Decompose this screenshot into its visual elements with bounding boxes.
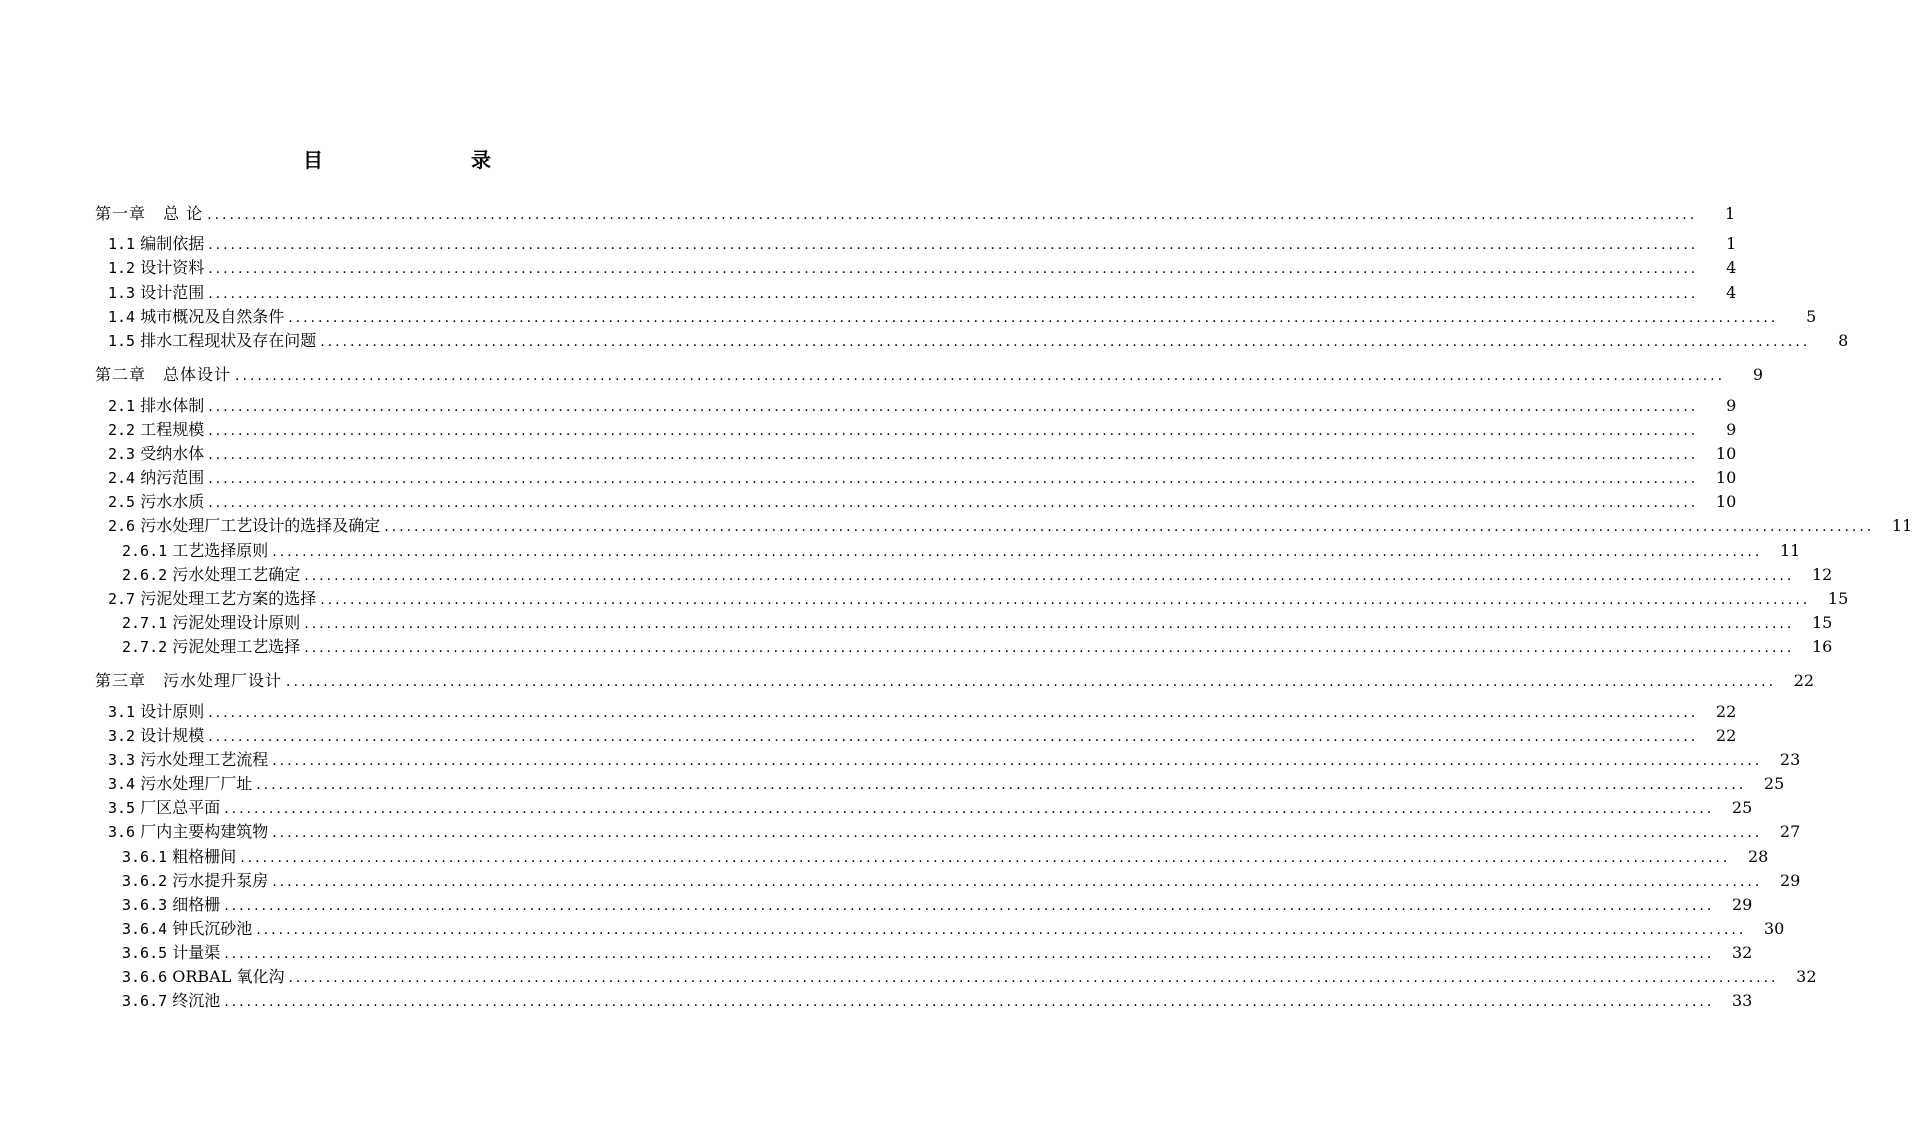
toc-entry-text: 工程规模 xyxy=(140,420,205,439)
toc-entry-page-number: 8 xyxy=(1838,331,1849,350)
toc-entry-label xyxy=(108,774,256,794)
toc-entry-text: 污泥处理工艺方案的选择 xyxy=(140,589,317,608)
toc-section-entry[interactable] xyxy=(0,539,1801,561)
dot-leader: ........................................................................................................................................................................................................ xyxy=(286,674,1777,690)
toc-section-entry[interactable] xyxy=(0,989,1753,1011)
toc-entry-page-number: 15 xyxy=(1811,613,1833,632)
toc-entry-number: 2.6.2 xyxy=(122,566,168,584)
toc-entry-page-number: 9 xyxy=(1726,396,1737,415)
toc-entry-text: 钟氏沉砂池 xyxy=(172,919,253,938)
toc-section-entry[interactable] xyxy=(0,941,1753,963)
toc-entry-text: 污水提升泵房 xyxy=(172,871,269,890)
toc-entry-text: 污泥处理工艺选择 xyxy=(172,637,301,656)
toc-entry-page-number: 9 xyxy=(1726,420,1737,439)
toc-section-entry[interactable] xyxy=(0,748,1801,770)
toc-entry-page-number: 1 xyxy=(1724,204,1736,223)
toc-section-entry[interactable] xyxy=(0,514,1912,536)
toc-entry-text: 纳污范围 xyxy=(140,468,205,487)
toc-entry-label xyxy=(122,637,304,657)
toc-entry-number: 2.2 xyxy=(108,421,136,439)
toc-entry-number: 3.3 xyxy=(108,751,136,769)
toc-entry-number: 3.2 xyxy=(108,727,136,745)
toc-entry-label xyxy=(108,444,208,464)
toc-entry-number: 第二章 xyxy=(95,365,147,384)
toc-section-entry[interactable] xyxy=(0,256,1737,278)
toc-entry-number: 第一章 xyxy=(95,204,147,223)
toc-entry-label xyxy=(122,919,256,939)
toc-entry-page-number: 4 xyxy=(1726,283,1737,302)
toc-section-entry[interactable] xyxy=(0,442,1737,464)
dot-leader: ........................................................................................................................................................................................................ xyxy=(224,994,1715,1010)
toc-entry-number: 3.6.5 xyxy=(122,944,168,962)
dot-leader: ........................................................................................................................................................................................................ xyxy=(304,568,1795,584)
dot-leader: ........................................................................................................................................................................................................ xyxy=(288,310,1779,326)
dot-leader: ........................................................................................................................................................................................................ xyxy=(208,261,1699,277)
dot-leader: ........................................................................................................................................................................................................ xyxy=(208,729,1699,745)
toc-entry-label xyxy=(122,541,272,561)
toc-entry-number: 第三章 xyxy=(95,671,147,690)
dot-leader: ........................................................................................................................................................................................................ xyxy=(240,850,1731,866)
toc-entry-label xyxy=(108,492,208,512)
toc-entry-page-number: 5 xyxy=(1806,307,1817,326)
toc-entry-page-number: 10 xyxy=(1715,468,1737,487)
toc-entry-page-number: 10 xyxy=(1715,492,1737,511)
toc-entry-label xyxy=(108,331,320,351)
toc-entry-label xyxy=(108,283,208,303)
toc-entry-number: 3.6 xyxy=(108,823,136,841)
toc-section-entry[interactable] xyxy=(0,965,1817,987)
toc-entry-number: 3.6.2 xyxy=(122,872,168,890)
toc-entry-number: 3.6.7 xyxy=(122,992,168,1010)
dot-leader: ........................................................................................................................................................................................................ xyxy=(208,399,1699,415)
toc-entry-label xyxy=(108,822,272,842)
toc-entry-number: 2.7.2 xyxy=(122,638,168,656)
dot-leader: ........................................................................................................................................................................................................ xyxy=(207,207,1698,223)
dot-leader: ........................................................................................................................................................................................................ xyxy=(224,946,1715,962)
toc-entry-label xyxy=(122,565,304,585)
toc-entry-label xyxy=(95,204,207,224)
dot-leader: ........................................................................................................................................................................................................ xyxy=(208,705,1699,721)
toc-entry-label xyxy=(122,943,224,963)
dot-leader: ........................................................................................................................................................................................................ xyxy=(288,970,1779,986)
toc-entry-text: 城市概况及自然条件 xyxy=(140,307,285,326)
dot-leader: ........................................................................................................................................................................................................ xyxy=(384,519,1875,535)
dot-leader: ........................................................................................................................................................................................................ xyxy=(304,640,1795,656)
toc-entry-number: 1.2 xyxy=(108,259,136,277)
toc-entry-text: 厂内主要构建筑物 xyxy=(140,822,269,841)
toc-entry-text: 终沉池 xyxy=(172,991,221,1010)
toc-entry-label xyxy=(122,967,288,987)
toc-entry-page-number: 29 xyxy=(1779,871,1801,890)
toc-entry-page-number: 10 xyxy=(1715,444,1737,463)
toc-entry-label xyxy=(108,307,288,327)
toc-entry-label xyxy=(108,798,224,818)
toc-entry-text: 污水处理工艺流程 xyxy=(140,750,269,769)
toc-section-entry[interactable] xyxy=(0,893,1753,915)
toc-entry-label xyxy=(108,702,208,722)
dot-leader: ........................................................................................................................................................................................................ xyxy=(272,544,1763,560)
dot-leader: ........................................................................................................................................................................................................ xyxy=(272,753,1763,769)
toc-entry-page-number: 9 xyxy=(1752,365,1764,384)
toc-section-entry[interactable] xyxy=(0,305,1817,327)
toc-section-entry[interactable] xyxy=(0,281,1737,303)
page-title: 目 录 xyxy=(303,148,527,172)
dot-leader: ........................................................................................................................................................................................................ xyxy=(256,922,1747,938)
toc-section-entry[interactable] xyxy=(0,611,1833,633)
toc-entry-text: 污水水质 xyxy=(140,492,205,511)
toc-entry-text: 污水处理厂设计 xyxy=(163,671,283,690)
dot-leader: ........................................................................................................................................................................................................ xyxy=(304,616,1795,632)
toc-entry-page-number: 30 xyxy=(1763,919,1785,938)
toc-entry-number: 1.5 xyxy=(108,332,136,350)
toc-entry-page-number: 11 xyxy=(1779,541,1801,560)
toc-section-entry[interactable] xyxy=(0,845,1769,867)
toc-entry-text: ORBAL 氧化沟 xyxy=(172,967,285,986)
toc-entry-text: 排水工程现状及存在问题 xyxy=(140,331,317,350)
toc-entry-number: 3.6.4 xyxy=(122,920,168,938)
toc-entry-number: 1.3 xyxy=(108,284,136,302)
toc-entry-text: 设计原则 xyxy=(140,702,205,721)
toc-entry-number: 3.1 xyxy=(108,703,136,721)
toc-entry-page-number: 4 xyxy=(1726,258,1737,277)
toc-section-entry[interactable] xyxy=(0,635,1833,657)
dot-leader: ........................................................................................................................................................................................................ xyxy=(208,447,1699,463)
toc-section-entry[interactable] xyxy=(0,700,1737,722)
toc-section-entry[interactable] xyxy=(0,466,1737,488)
toc-entry-label xyxy=(108,726,208,746)
dot-leader: ........................................................................................................................................................................................................ xyxy=(320,592,1811,608)
toc-entry-text: 计量渠 xyxy=(172,943,221,962)
toc-entry-text: 排水体制 xyxy=(140,396,205,415)
toc-section-entry[interactable] xyxy=(0,587,1849,609)
toc-entry-text: 污水处理厂工艺设计的选择及确定 xyxy=(140,516,381,535)
toc-entry-text: 污水处理厂厂址 xyxy=(140,774,253,793)
toc-entry-text: 设计规模 xyxy=(140,726,205,745)
dot-leader: ........................................................................................................................................................................................................ xyxy=(224,801,1715,817)
toc-entry-label xyxy=(122,991,224,1011)
toc-entry-text: 设计资料 xyxy=(140,258,205,277)
toc-entry-number: 2.7.1 xyxy=(122,614,168,632)
toc-chapter-entry[interactable] xyxy=(0,202,1736,224)
toc-section-entry[interactable] xyxy=(0,869,1801,891)
toc-entry-number: 2.6 xyxy=(108,517,136,535)
toc-entry-number: 3.6.3 xyxy=(122,896,168,914)
dot-leader: ........................................................................................................................................................................................................ xyxy=(320,334,1811,350)
dot-leader: ........................................................................................................................................................................................................ xyxy=(208,495,1699,511)
toc-section-entry[interactable] xyxy=(0,917,1785,939)
toc-entry-label xyxy=(95,671,286,691)
toc-entry-text: 污水处理工艺确定 xyxy=(172,565,301,584)
toc-entry-page-number: 22 xyxy=(1715,702,1737,721)
toc-entry-page-number: 22 xyxy=(1715,726,1737,745)
toc-entry-number: 2.6.1 xyxy=(122,542,168,560)
toc-entry-text: 细格栅 xyxy=(172,895,221,914)
toc-section-entry[interactable] xyxy=(0,820,1801,842)
toc-entry-text: 编制依据 xyxy=(140,234,205,253)
toc-entry-page-number: 1 xyxy=(1726,234,1737,253)
toc-entry-page-number: 25 xyxy=(1763,774,1785,793)
dot-leader: ........................................................................................................................................................................................................ xyxy=(272,825,1763,841)
toc-entry-label xyxy=(108,420,208,440)
toc-entry-page-number: 23 xyxy=(1779,750,1801,769)
toc-chapter-entry[interactable] xyxy=(0,669,1815,691)
toc-entry-page-number: 27 xyxy=(1779,822,1801,841)
toc-entry-page-number: 28 xyxy=(1747,847,1769,866)
toc-entry-text: 总体设计 xyxy=(163,365,232,384)
dot-leader: ........................................................................................................................................................................................................ xyxy=(256,777,1747,793)
toc-entry-number: 2.7 xyxy=(108,590,136,608)
toc-entry-text: 厂区总平面 xyxy=(140,798,221,817)
toc-section-entry[interactable] xyxy=(0,772,1785,794)
toc-entry-page-number: 11 xyxy=(1891,516,1912,535)
dot-leader: ........................................................................................................................................................................................................ xyxy=(208,286,1699,302)
toc-entry-label xyxy=(108,258,208,278)
toc-entry-number: 3.6.1 xyxy=(122,848,168,866)
toc-entry-number: 2.5 xyxy=(108,493,136,511)
toc-section-entry[interactable] xyxy=(0,563,1833,585)
toc-section-entry[interactable] xyxy=(0,394,1737,416)
dot-leader: ........................................................................................................................................................................................................ xyxy=(208,237,1699,253)
toc-section-entry[interactable] xyxy=(0,796,1753,818)
toc-entry-page-number: 22 xyxy=(1793,671,1815,690)
toc-chapter-entry[interactable] xyxy=(0,363,1764,385)
toc-entry-label xyxy=(108,468,208,488)
toc-entry-number: 2.1 xyxy=(108,397,136,415)
toc-entry-page-number: 32 xyxy=(1796,967,1817,986)
toc-section-entry[interactable] xyxy=(0,329,1849,351)
dot-leader: ........................................................................................................................................................................................................ xyxy=(208,423,1699,439)
toc-entry-number: 2.3 xyxy=(108,445,136,463)
toc-entry-number: 3.6.6 xyxy=(122,968,168,986)
toc-entry-text: 总 论 xyxy=(163,204,204,223)
toc-entry-page-number: 25 xyxy=(1731,798,1753,817)
toc-entry-page-number: 33 xyxy=(1731,991,1753,1010)
dot-leader: ........................................................................................................................................................................................................ xyxy=(235,368,1726,384)
toc-entry-label xyxy=(108,234,208,254)
toc-entry-label xyxy=(108,589,320,609)
toc-entry-text: 污泥处理设计原则 xyxy=(172,613,301,632)
toc-entry-page-number: 12 xyxy=(1811,565,1833,584)
toc-entry-page-number: 15 xyxy=(1827,589,1849,608)
dot-leader: ........................................................................................................................................................................................................ xyxy=(224,898,1715,914)
toc-entry-page-number: 16 xyxy=(1811,637,1833,656)
dot-leader: ........................................................................................................................................................................................................ xyxy=(272,874,1763,890)
dot-leader: ........................................................................................................................................................................................................ xyxy=(208,471,1699,487)
toc-section-entry[interactable] xyxy=(0,490,1737,512)
toc-entry-label xyxy=(122,871,272,891)
toc-entry-page-number: 29 xyxy=(1731,895,1753,914)
toc-section-entry[interactable] xyxy=(0,232,1737,254)
toc-entry-text: 设计范围 xyxy=(140,283,205,302)
toc-entry-text: 粗格栅间 xyxy=(172,847,237,866)
toc-entry-label xyxy=(122,613,304,633)
toc-section-entry[interactable] xyxy=(0,418,1737,440)
toc-section-entry[interactable] xyxy=(0,724,1737,746)
toc-entry-label xyxy=(108,750,272,770)
toc-entry-text: 受纳水体 xyxy=(140,444,205,463)
toc-entry-number: 3.5 xyxy=(108,799,136,817)
toc-entry-page-number: 32 xyxy=(1731,943,1753,962)
toc-entry-number: 1.4 xyxy=(108,308,136,326)
toc-entry-label xyxy=(95,365,235,385)
toc-entry-text: 工艺选择原则 xyxy=(172,541,269,560)
toc-entry-number: 3.4 xyxy=(108,775,136,793)
toc-entry-number: 1.1 xyxy=(108,235,136,253)
toc-entry-number: 2.4 xyxy=(108,469,136,487)
toc-entry-label xyxy=(108,516,384,536)
toc-entry-label xyxy=(122,895,224,915)
toc-entry-label xyxy=(122,847,240,867)
toc-entry-label xyxy=(108,396,208,416)
